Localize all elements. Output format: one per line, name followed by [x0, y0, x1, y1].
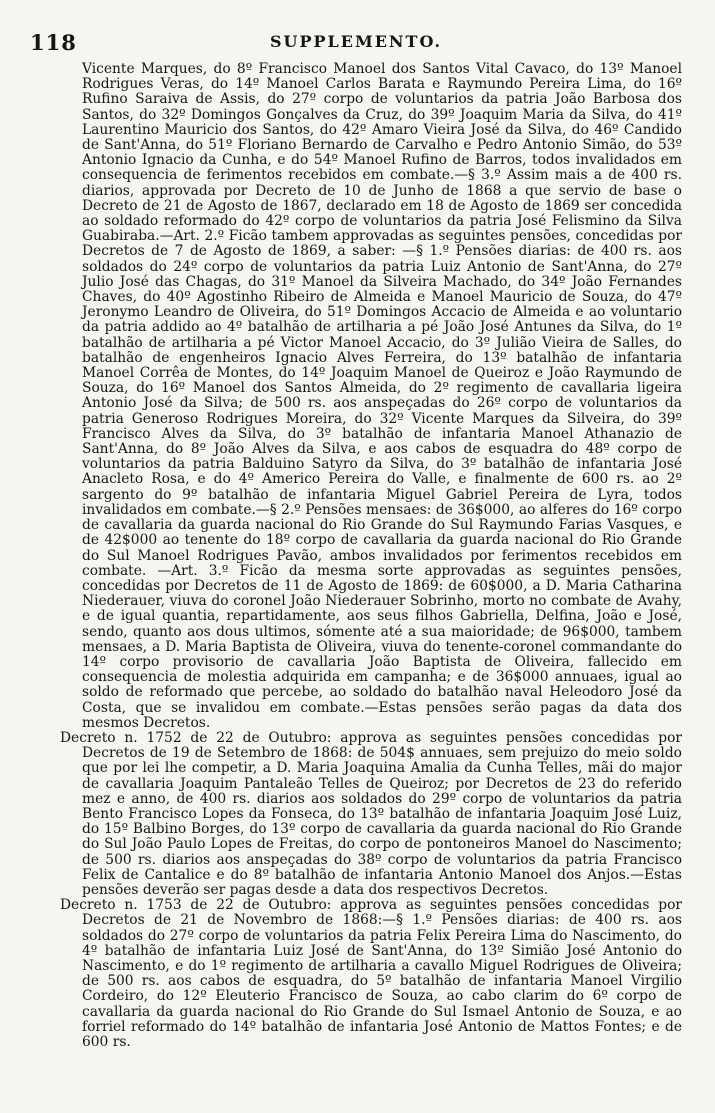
body-text	[60, 62, 682, 1050]
page-header	[30, 30, 682, 56]
page-number: 118	[30, 30, 77, 55]
paragraph-continued: Vicente Marques, do 8º Francisco Manoel dos Santos Vital Cavaco, do 13º Manoel Rodrigues Veras, do 14º Manoel Carlos Barata e Raymundo Pereira Lima, do 16º Rufino Saraiva de Assis, do 27º corpo de voluntarios da patria João Barbosa dos Santos, do 32º Domingos Gonçalves da Cruz, do 39º Joaquim Maria da Silva, do 41º Laurentino Mauricio dos Santos, do 42º Amaro Vieira José da Silva, do 46º Candido de Sant'Anna, do 51º Floriano Bernardo de Carvalho e Pedro Antonio Simão, do 53º Antonio Ignacio da Cunha, e do 54º Manoel Rufino de Barros, todos invalidados em consequencia de ferimentos recebidos em combate.—§ 3.º Assim mais a de 400 rs. diarios, approvada por Decreto de 10 de Junho de 1868 a que servio de base o Decreto de 21 de Agosto de 1867, declarado em 18 de Agosto de 1869 ser concedida ao soldado reformado do 42º corpo de voluntarios da patria José Felismino da Silva Guabiraba.—Art. 2.º Ficão tambem approvadas as seguintes pensões, concedidas por Decretos de 7 de Agosto de 1869, a saber: —§ 1.º Pensões diarias: de 400 rs. aos soldados do 24º corpo de voluntarios da patria Luiz Antonio de Sant'Anna, do 27º Julio José das Chagas, do 31º Manoel da Silveira Machado, do 34º João Fernandes Chaves, do 40º Agostinho Ribeiro de Almeida e Manoel Mauricio de Souza, do 47º Jeronymo Leandro de Oliveira, do 51º Domingos Accacio de Almeida e ao voluntario da patria addido ao 4º batalhão de artilharia a pé João José Antunes da Silva, do 1º batalhão de artilharia a pé Victor Manoel Accacio, do 3º Julião Vieira de Salles, do batalhão de engenheiros Ignacio Alves Ferreira, do 13º batalhão de infantaria Manoel Corrêa de Montes, do 14º Joaquim Manoel de Queiroz e João Raymundo de Souza, do 16º Manoel dos Santos Almeida, do 2º regimento de cavallaria ligeira Antonio José da Silva; de 500 rs. aos anspeçadas do 26º corpo de voluntarios da patria Generoso Rodrigues Moreira, do 32º Vicente Marques da Silveira, do 39º Francisco Alves da Silva, do 3º batalhão de infantaria Manoel Athanazio de Sant'Anna, do 8º João Alves da Silva, e aos cabos de esquadra do 48º corpo de voluntarios da patria Balduino Satyro da Silva, do 3º batalhão de infantaria José Anacleto Rosa, e do 4º Americo Pereira do Valle, e finalmente de 600 rs. ao 2º sargento do 9º batalhão de infantaria Miguel Gabriel Pereira de Lyra, todos invalidados em combate.—§ 2.º Pensões mensaes: de 36$000, ao alferes do 16º corpo de cavallaria da guarda nacional do Rio Grande do Sul Raymundo Farias Vasques, e de 42$000 ao tenente do 18º corpo de cavallaria da guarda nacional do Rio Grande do Sul Manoel Rodrigues Pavão, ambos invalidados por ferimentos recebidos em combate. —Art. 3.º Ficão da mesma sorte approvadas as seguintes pensões, concedidas por Decretos de 11 de Agosto de 1869: de 60$000, a D. Maria Catharina Niederauer, viuva do coronel João Niederauer Sobrinho, morto no combate de Avahy, e de igual quantia, repartidamente, aos seus filhos Gabriella, Delfina, João e José, sendo, quanto aos dous ultimos, sómente até a sua maioridade; de 96$000, tambem mensaes, a D. Maria Baptista de Oliveira, viuva do tenente-coronel commandante do 14º corpo provisorio de cavallaria João Baptista de Oliveira, fallecido em consequencia de molestia adquirida em campanha; e de 36$000 annuaes, igual ao soldo de reformado que percebe, ao soldado do batalhão naval Heleodoro José da Costa, que se invalidou em combate.—Estas pensões serão pagas da data dos mesmos Decretos.	[82, 61, 682, 731]
paragraph-decreto-1753: Decreto n. 1753 de 22 de Outubro: approva as seguintes pensões concedidas por Decretos de 21 de Novembro de 1868:—§ 1.º Pensões diarias: de 400 rs. aos soldados do 27º corpo de voluntarios da patria Felix Pereira Lima do Nascimento, do 4º batalhão de infantaria Luiz José de Sant'Anna, do 13º Simião José Antonio do Nascimento, e do 1º regimento de artilharia a cavallo Miguel Rodrigues de Oliveira; de 500 rs. aos cabos de esquadra, do 5º batalhão de infantaria Manoel Virgilio Cordeiro, do 12º Eleuterio Francisco de Souza, ao cabo clarim do 6º corpo de cavallaria da guarda nacional do Rio Grande do Sul Ismael Antonio de Souza, e ao forriel reformado do 14º batalhão de infantaria José Antonio de Mattos Fontes; e de 600 rs.	[60, 897, 682, 1050]
paragraph-decreto-1752: Decreto n. 1752 de 22 de Outubro: approva as seguintes pensões concedidas por Decretos de 19 de Setembro de 1868: de 504$ annuaes, sem prejuizo do meio soldo que por lei lhe competir, a D. Maria Joaquina Amalia da Cunha Telles, mãi do major de cavallaria Joaquim Pantaleão Telles de Queiroz; por Decretos de 23 do referido mez e anno, de 400 rs. diarios aos soldados do 29º corpo de voluntarios da patria Bento Francisco Lopes da Fonseca, do 13º batalhão de infantaria Joaquim José Luiz, do 15º Balbino Borges, do 13º corpo de cavallaria da guarda nacional do Rio Grande do Sul João Paulo Lopes de Freitas, do corpo de pontoneiros Manoel do Nascimento; de 500 rs. diarios aos anspeçadas do 38º corpo de voluntarios da patria Francisco Felix de Cantalice e do 8º batalhão de infantaria Antonio Manoel dos Anjos.—Estas pensões deverão ser pagas desde a data dos respectivos Decretos.	[60, 729, 682, 898]
running-head: SUPPLEMENTO.	[269, 32, 443, 51]
